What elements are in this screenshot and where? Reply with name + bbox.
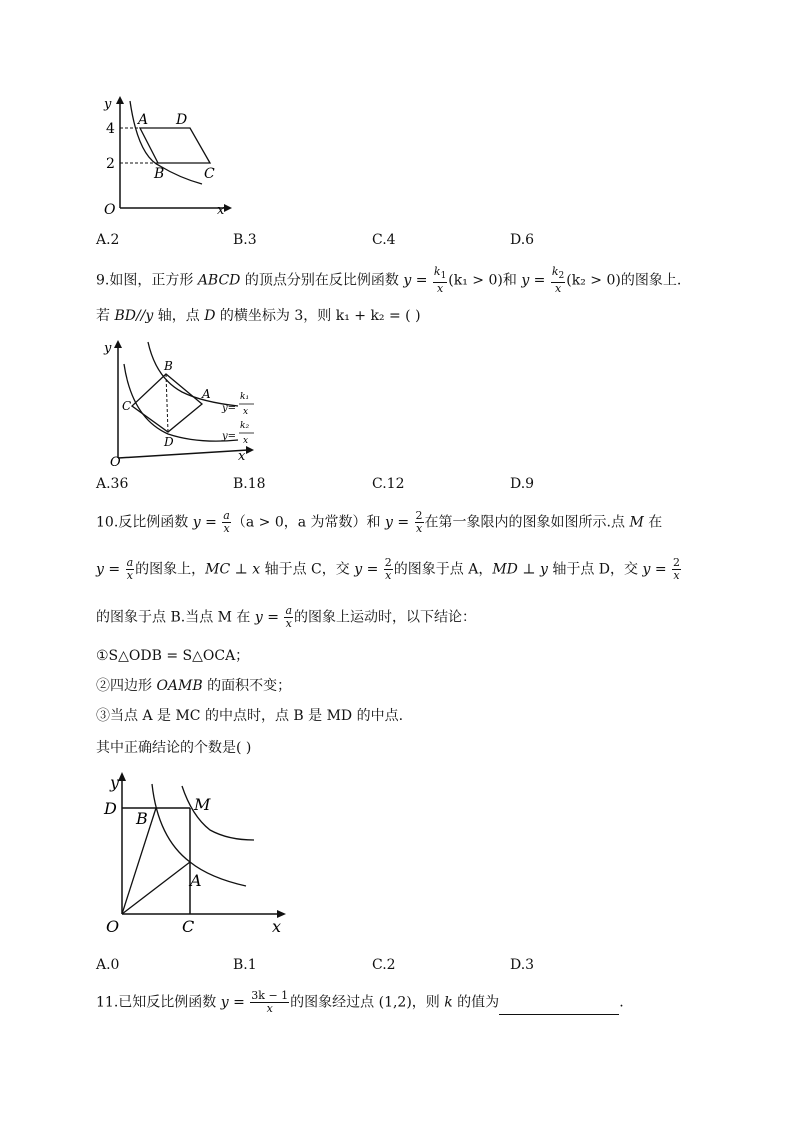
label-a: A	[138, 112, 149, 128]
q10-line-1: 10.反比例函数 y = $\frac{a}{x}$ （a > 0，a 为常数）和 y = $\frac{2}{x}$ 在第一象限内的图象如图所示.点 M 在	[96, 509, 663, 535]
fraction-2-over-x: $\frac{2}{x}$	[673, 556, 681, 582]
label-m: M	[194, 795, 211, 814]
q10-option-d[interactable]: D.3	[510, 957, 535, 973]
segment-oa	[122, 862, 190, 914]
y-axis-label: y	[104, 97, 112, 112]
fraction-k2-over-x: $\frac{k_2}{x}$	[551, 265, 565, 296]
q10-conclusion-1: ①S△ODB = S△OCA；	[96, 648, 250, 664]
x-axis-label: x	[217, 203, 225, 218]
origin-label: O	[104, 202, 116, 218]
x-axis-label: x	[272, 917, 282, 936]
label-b: B	[136, 809, 148, 828]
fraction-a-over-x: $\frac{a}{x}$	[223, 509, 230, 535]
q10-option-c[interactable]: C.2	[372, 957, 396, 973]
curve2-label-k: k₂	[240, 421, 250, 431]
q10-question: 其中正确结论的个数是( )	[96, 740, 252, 756]
label-b: B	[154, 166, 165, 182]
q9-option-a[interactable]: A.36	[96, 476, 129, 492]
q9-line-1: 9.如图，正方形 ABCD 的顶点分别在反比例函数 y = $\frac{k_1}{x}$ (k₁ > 0)和 y = $\frac{k_2}{x}$ (k₂ > 0)的图象上.	[96, 265, 682, 296]
q8-option-c[interactable]: C.4	[372, 232, 396, 248]
square-abcd	[132, 374, 202, 432]
figure-q8	[100, 96, 235, 218]
fraction-2-over-x: $\frac{2}{x}$	[384, 556, 392, 582]
figure-q9	[98, 336, 264, 468]
curve1-label-y: y=	[222, 403, 237, 414]
x-axis-arrow	[224, 204, 232, 212]
curve1-label-k: k₁	[240, 392, 250, 402]
x-axis-label: x	[238, 449, 246, 464]
label-d: D	[164, 435, 174, 449]
q10-line-3: 的图象于点 B.当点 M 在 y = $\frac{a}{x}$ 的图象上运动时，以下结论：	[96, 604, 476, 630]
parallelogram-abcd	[140, 128, 210, 163]
q8-option-a[interactable]: A.2	[96, 232, 120, 248]
tick-2: 2	[106, 156, 115, 172]
curve-a-over-x	[182, 786, 254, 840]
curve-k2	[124, 364, 238, 441]
label-c: C	[182, 917, 195, 936]
fraction-3k-1-over-x: $\frac{3k - 1}{x}$	[251, 989, 289, 1015]
label-a: A	[190, 871, 202, 890]
q11-line: 11.已知反比例函数 y = $\frac{3k - 1}{x}$ 的图象经过点 (1,2)，则 k 的值为 .	[96, 989, 624, 1015]
y-axis-label: y	[110, 773, 120, 792]
q9-line-2: 若 BD//y 轴，点 D 的横坐标为 3，则 k₁ + k₂ = ( )	[96, 308, 421, 324]
diagonal-bd	[166, 374, 168, 432]
label-d: D	[176, 112, 188, 128]
fraction-2-over-x: $\frac{2}{x}$	[415, 509, 423, 535]
y-axis-arrow	[114, 340, 122, 348]
q9-option-b[interactable]: B.18	[233, 476, 266, 492]
answer-blank[interactable]	[499, 1000, 619, 1015]
curve1-label-x: x	[243, 407, 249, 417]
y-axis-arrow	[118, 772, 126, 781]
y-axis-arrow	[116, 96, 124, 104]
x-axis-arrow	[246, 446, 254, 454]
curve2-label-y: y=	[222, 431, 237, 442]
q10-conclusion-2: ②四边形 OAMB 的面积不变；	[96, 678, 292, 694]
fraction-a-over-x: $\frac{a}{x}$	[126, 556, 134, 582]
q10-option-b[interactable]: B.1	[233, 957, 257, 973]
origin-label: O	[106, 917, 120, 936]
q9-option-d[interactable]: D.9	[510, 476, 535, 492]
label-c: C	[122, 399, 132, 413]
fraction-k1-over-x: $\frac{k_1}{x}$	[433, 265, 447, 296]
curve2-label-x: x	[243, 436, 249, 446]
label-d: D	[104, 799, 117, 818]
q8-option-d[interactable]: D.6	[510, 232, 535, 248]
q10-option-a[interactable]: A.0	[96, 957, 120, 973]
q10-line-2: y = $\frac{a}{x}$ 的图象上，MC ⊥ x 轴于点 C，交 y = $\frac{2}{x}$ 的图象于点 A，MD ⊥ y 轴于点 D，交 y = $\frac{2}{x}$	[96, 556, 681, 582]
q8-option-b[interactable]: B.3	[233, 232, 257, 248]
tick-4: 4	[106, 121, 115, 137]
origin-label: O	[110, 455, 121, 468]
x-axis	[118, 450, 248, 458]
q10-conclusion-3: ③当点 A 是 MC 的中点时，点 B 是 MD 的中点.	[96, 708, 404, 724]
label-a: A	[202, 387, 211, 401]
q9-option-c[interactable]: C.12	[372, 476, 405, 492]
figure-q10	[100, 768, 292, 940]
label-b: B	[164, 359, 173, 373]
y-axis-label: y	[104, 341, 112, 356]
label-c: C	[204, 166, 215, 182]
fraction-a-over-x: $\frac{a}{x}$	[285, 604, 292, 630]
